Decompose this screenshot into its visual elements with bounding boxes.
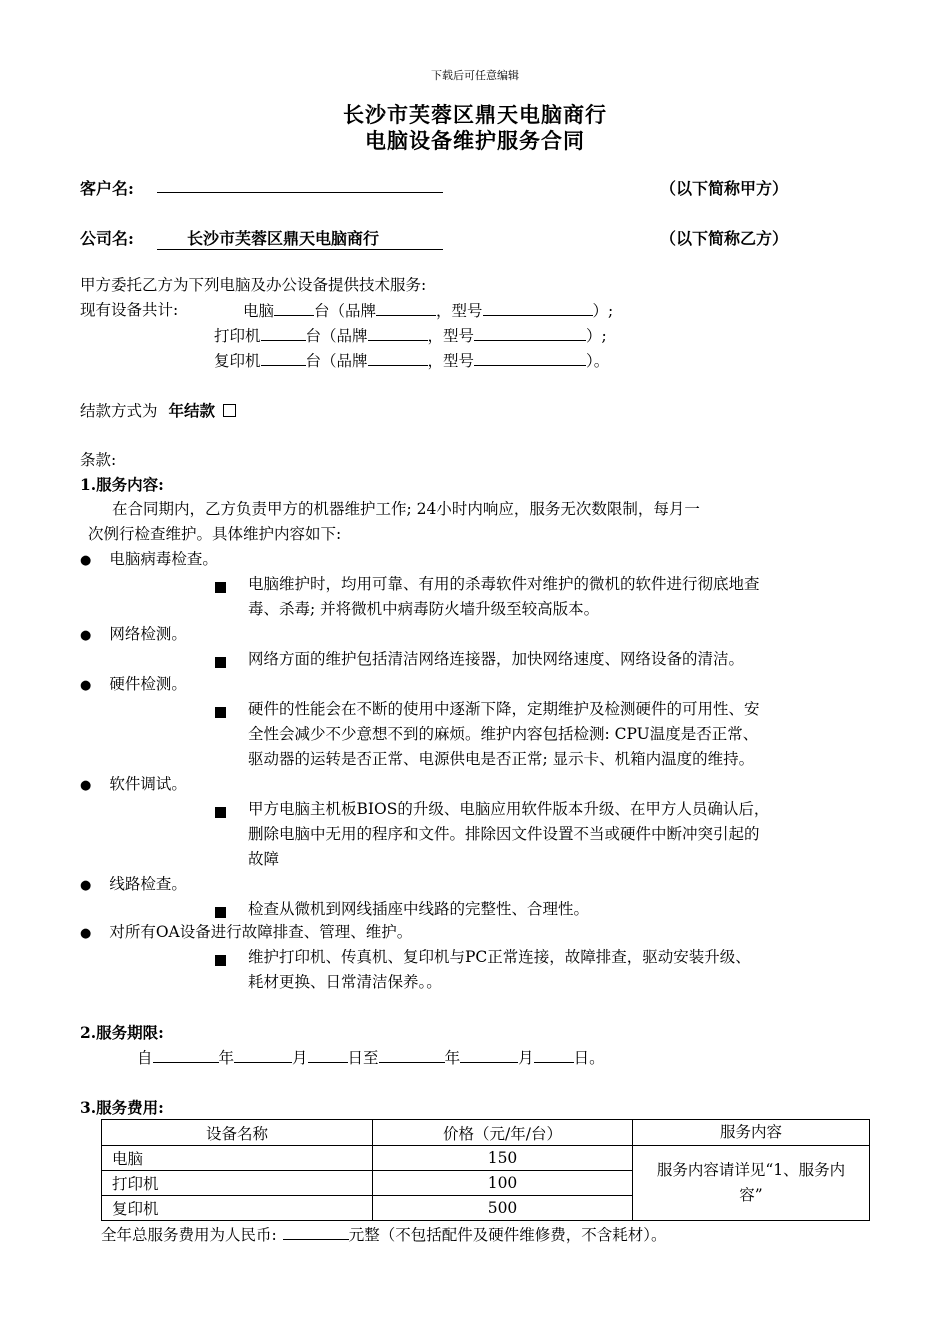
intro-text: 甲方委托乙方为下列电脑及办公设备提供技术服务:	[80, 276, 427, 294]
device-name-cell: 打印机	[102, 1171, 373, 1196]
price-cell: 500	[373, 1196, 633, 1221]
brand-label: 台（品牌	[305, 327, 368, 345]
list-item	[80, 872, 187, 898]
item-title: 电脑病毒检查。	[109, 550, 218, 568]
square-bullet-icon	[215, 951, 226, 970]
column-header: 设备名称	[102, 1120, 373, 1146]
total-fee-line	[101, 1222, 667, 1248]
equipment-row-printer	[214, 323, 607, 349]
equipment-name: 复印机	[214, 352, 261, 370]
quantity-blank[interactable]	[261, 323, 306, 341]
device-name-cell: 电脑	[102, 1146, 373, 1171]
brand-label: 台（品牌	[305, 352, 368, 370]
column-header: 服务内容	[633, 1120, 870, 1146]
bullet-icon: ●	[80, 926, 92, 941]
equipment-prefix: 现有设备共计:	[80, 301, 179, 319]
list-item	[80, 547, 218, 573]
price-cell: 150	[373, 1146, 633, 1171]
end-month-blank[interactable]	[460, 1045, 518, 1063]
start-year-blank[interactable]	[153, 1045, 219, 1063]
service-period-line	[137, 1045, 605, 1071]
period-from: 自	[137, 1049, 153, 1067]
brand-blank[interactable]	[368, 323, 428, 341]
section2-heading: 2.服务期限:	[80, 1023, 164, 1042]
period-year: 年	[218, 1049, 235, 1067]
square-bullet-icon	[215, 703, 226, 722]
total-amount-blank[interactable]	[283, 1222, 349, 1240]
list-item	[80, 772, 187, 798]
payment-line	[80, 398, 236, 424]
start-day-blank[interactable]	[308, 1045, 348, 1063]
row-end: ）;	[592, 302, 614, 320]
model-blank[interactable]	[483, 298, 593, 316]
item-title: 线路检查。	[109, 875, 187, 893]
quantity-blank[interactable]	[261, 348, 306, 366]
section3-heading: 3.服务费用:	[80, 1098, 164, 1117]
end-year-blank[interactable]	[379, 1045, 445, 1063]
customer-suffix: （以下简称甲方）	[660, 179, 789, 198]
list-item	[80, 920, 412, 946]
title-contract: 电脑设备维护服务合同	[365, 128, 585, 153]
bullet-icon: ●	[80, 678, 92, 693]
section1-heading: 1.服务内容:	[80, 475, 164, 494]
list-item	[80, 622, 187, 648]
item-detail: 检查从微机到网线插座中线路的完整性、合理性。	[248, 900, 590, 918]
row-end: ）;	[586, 327, 607, 345]
square-bullet-icon	[215, 578, 226, 597]
equipment-row-computer	[243, 298, 613, 324]
total-suffix: 元整（不包括配件及硬件维修费，不含耗材）。	[348, 1226, 667, 1244]
item-detail: 维护打印机、传真机、复印机与PC正常连接，故障排查，驱动安装升级、	[248, 948, 751, 966]
equipment-name: 打印机	[214, 327, 261, 345]
bullet-icon: ●	[80, 628, 92, 643]
item-detail: 耗材更换、日常清洁保养。。	[248, 973, 442, 991]
brand-label: 台（品牌	[314, 302, 377, 320]
payment-option: 年结款	[168, 401, 215, 420]
equipment-name: 电脑	[243, 302, 275, 320]
item-detail: 故障	[248, 850, 280, 868]
column-header: 价格（元/年/台）	[373, 1120, 633, 1146]
list-item	[80, 672, 187, 698]
section1-para-line1: 在合同期内，乙方负责甲方的机器维护工作; 24小时内响应，服务无次数限制，每月一	[112, 500, 700, 518]
bullet-icon: ●	[80, 878, 92, 893]
quantity-blank[interactable]	[274, 298, 314, 316]
model-label: ，型号	[427, 327, 475, 345]
service-note-cell	[633, 1146, 870, 1221]
period-year2: 年	[444, 1049, 461, 1067]
item-detail: 全性会减少不少意想不到的麻烦。维护内容包括检测: CPU温度是否正常、	[248, 725, 759, 743]
customer-name-field[interactable]	[157, 192, 443, 193]
brand-blank[interactable]	[376, 298, 436, 316]
row-end: ）。	[586, 352, 610, 370]
bullet-icon: ●	[80, 553, 92, 568]
payment-label: 结款方式为	[80, 402, 158, 420]
device-name-cell: 复印机	[102, 1196, 373, 1221]
item-detail: 甲方电脑主机板BIOS的升级、电脑应用软件版本升级、在甲方人员确认后，	[248, 800, 770, 818]
period-month2: 月	[518, 1049, 534, 1067]
period-day-end: 日。	[573, 1049, 605, 1067]
item-detail: 硬件的性能会在不断的使用中逐渐下降，定期维护及检测硬件的可用性、安	[248, 700, 760, 718]
section1-para-line2: 次例行检查维护。具体维护内容如下:	[88, 525, 342, 543]
total-prefix: 全年总服务费用为人民币:	[101, 1226, 277, 1244]
start-month-blank[interactable]	[234, 1045, 292, 1063]
header-note: 下载后可任意编辑	[431, 69, 519, 82]
fee-table	[101, 1119, 870, 1221]
item-detail: 驱动器的运转是否正常、电源供电是否正常; 显示卡、机箱内温度的维持。	[248, 750, 755, 768]
item-title: 软件调试。	[109, 775, 187, 793]
table-row	[102, 1146, 870, 1171]
service-note: 服务内容请详见“1、服务内容”	[656, 1161, 846, 1204]
payment-checkbox[interactable]	[223, 404, 236, 417]
model-label: ，型号	[436, 302, 483, 320]
period-day-to: 日至	[347, 1049, 379, 1067]
clauses-label: 条款:	[80, 451, 117, 469]
company-label: 公司名:	[80, 229, 134, 248]
company-name-value: 长沙市芙蓉区鼎天电脑商行	[187, 229, 380, 248]
equipment-row-copier	[214, 348, 609, 374]
end-day-blank[interactable]	[534, 1045, 574, 1063]
model-blank[interactable]	[474, 348, 586, 366]
table-header-row	[102, 1120, 870, 1146]
brand-blank[interactable]	[368, 348, 428, 366]
square-bullet-icon	[215, 653, 226, 672]
item-detail: 毒、杀毒; 并将微机中病毒防火墙升级至较高版本。	[248, 600, 600, 618]
price-cell: 100	[373, 1171, 633, 1196]
item-title: 对所有OA设备进行故障排查、管理、维护。	[109, 923, 413, 941]
company-suffix: （以下简称乙方）	[660, 229, 789, 248]
item-title: 网络检测。	[109, 625, 187, 643]
title-company: 长沙市芙蓉区鼎天电脑商行	[343, 102, 607, 127]
model-label: ，型号	[427, 352, 475, 370]
item-title: 硬件检测。	[109, 675, 187, 693]
bullet-icon: ●	[80, 778, 92, 793]
period-month: 月	[292, 1049, 308, 1067]
square-bullet-icon	[215, 803, 226, 822]
item-detail: 电脑维护时，均用可靠、有用的杀毒软件对维护的微机的软件进行彻底地查	[248, 575, 760, 593]
model-blank[interactable]	[474, 323, 586, 341]
company-name-field	[157, 226, 443, 250]
item-detail: 网络方面的维护包括清洁网络连接器，加快网络速度、网络设备的清洁。	[248, 650, 745, 668]
item-detail: 删除电脑中无用的程序和文件。排除因文件设置不当或硬件中断冲突引起的	[248, 825, 760, 843]
customer-label: 客户名:	[80, 179, 134, 198]
